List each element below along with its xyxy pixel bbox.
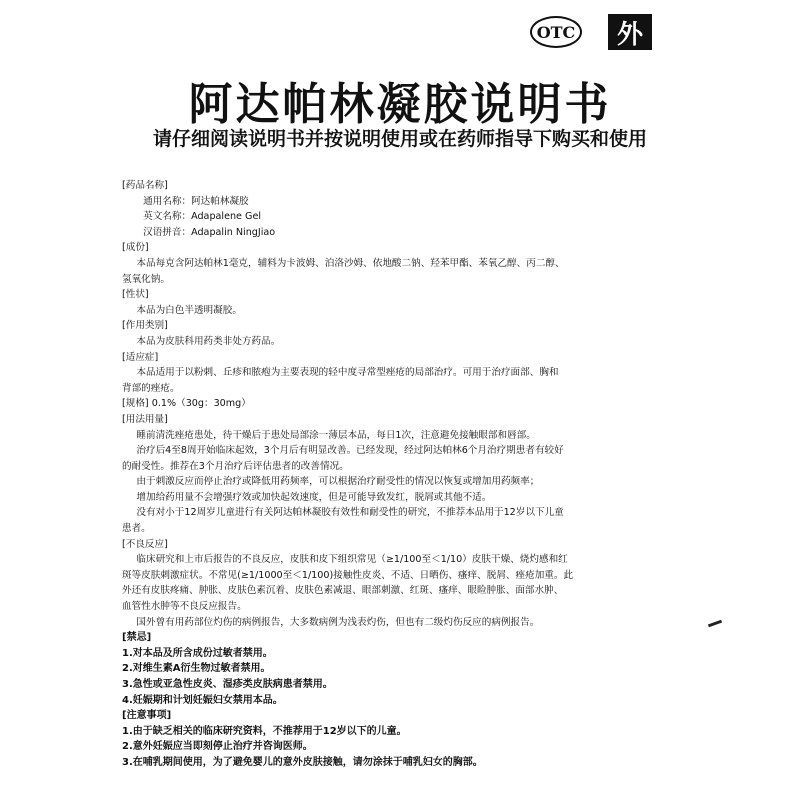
contraindication-item: 4.妊娠期和计划妊娠妇女禁用本品。 — [122, 694, 283, 706]
indications-line: 背部的痤疮。 — [122, 382, 180, 394]
section-heading-precautions: [注意事项] — [122, 710, 172, 722]
section-specification: [规格] 0.1%（30g：30mg） — [122, 398, 251, 410]
common-name: 通用名称：阿达帕林凝胶 — [143, 195, 249, 207]
adverse-line: 斑等皮肤刺激症状。不常见(≥1/1000至＜1/100)接触性皮炎、不适、日晒伤、瘙痒、脱屑、痤疮加重。此 — [122, 569, 574, 581]
section-heading-dosage: [用法用量] — [122, 413, 168, 425]
adverse-line: 国外曾有用药部位灼伤的病例报告，大多数病例为浅表灼伤，但也有二级灼伤反应的病例报告。 — [136, 616, 540, 628]
dosage-line: 患者。 — [122, 523, 151, 535]
precaution-item: 1.由于缺乏相关的临床研究资料，不推荐用于12岁以下的儿童。 — [122, 725, 407, 737]
leaflet-body — [122, 178, 687, 771]
precaution-item: 2.意外妊娠应当即刻停止治疗并咨询医师。 — [122, 741, 313, 753]
external-use-badge: 外 — [608, 14, 652, 50]
contraindication-item: 1.对本品及所含成份过敏者禁用。 — [122, 647, 273, 659]
section-heading-indications: [适应症] — [122, 351, 159, 363]
section-heading-name: [药品名称] — [122, 180, 168, 191]
adverse-line: 外还有皮肤疼痛、肿胀、皮肤色素沉着、皮肤色素减退、眼部刺激、红斑、瘙痒、眼睑肿胀、面部水肿、 — [122, 585, 564, 597]
dosage-line: 由于刺激反应而停止治疗或降低用药频率，可以根据治疗耐受性的情况以恢复或增加用药频率； — [136, 476, 540, 488]
dosage-line: 的耐受性。推荐在3个月治疗后评估患者的改善情况。 — [122, 460, 349, 472]
composition-line: 氢氧化钠。 — [122, 273, 170, 285]
section-heading-contraindications: [禁忌] — [122, 632, 152, 644]
adverse-line: 血管性水肿等不良反应报告。 — [122, 601, 247, 613]
section-heading-composition: [成份] — [122, 242, 149, 254]
adverse-line: 临床研究和上市后报告的不良反应，皮肤和皮下组织常见（≥1/100至＜1/10）皮肤干燥、烧灼感和红 — [136, 554, 568, 566]
scan-mark — [708, 620, 722, 628]
contraindication-item: 2.对维生素A衍生物过敏者禁用。 — [122, 663, 271, 675]
dosage-line: 睡前清洗痤疮患处，待干燥后于患处局部涂一薄层本品，每日1次，注意避免接触眼部和唇部。 — [136, 429, 536, 441]
contraindication-item: 3.急性或亚急性皮炎、湿疹类皮肤病患者禁用。 — [122, 679, 333, 690]
otc-badge: OTC — [530, 16, 582, 48]
dosage-line: 增加给药用量不会增强疗效或加快起效速度，但是可能导致发红，脱屑或其他不适。 — [136, 491, 492, 503]
document-title: 阿达帕林凝胶说明书 — [188, 79, 612, 130]
label-badges — [530, 14, 652, 50]
section-heading-category: [作用类别] — [122, 320, 168, 332]
dosage-line: 治疗后4至8周开始临床起效，3个月后有明显改善。已经发现，经过阿达帕林6个月治疗期患者有较好 — [136, 445, 564, 457]
precaution-item: 3.在哺乳期间使用，为了避免婴儿的意外皮肤接触，请勿涂抹于哺乳妇女的胸部。 — [122, 756, 483, 768]
english-name: 英文名称：Adapalene Gel — [143, 211, 262, 223]
document-subtitle: 请仔细阅读说明书并按说明使用或在药师指导下购买和使用 — [152, 128, 647, 150]
section-heading-adverse-reactions: [不良反应] — [122, 538, 168, 550]
dosage-line: 没有对小于12周岁儿童进行有关阿达帕林凝胶有效性和耐受性的研究，不推荐本品用于12岁以下儿童 — [136, 507, 564, 519]
indications-line: 本品适用于以粉刺、丘疹和脓疱为主要表现的轻中度寻常型痤疮的局部治疗。可用于治疗面部、胸和 — [136, 367, 559, 379]
composition-line: 本品每克含阿达帕林1毫克，辅料为卡波姆、泊洛沙姆、依地酸二钠、羟苯甲酯、苯氧乙醇、丙二醇、 — [136, 257, 565, 269]
category-line: 本品为皮肤科用药类非处方药品。 — [136, 335, 281, 347]
pinyin-name: 汉语拼音：Adapalin NingJiao — [143, 226, 276, 238]
section-heading-description: [性状] — [122, 289, 149, 301]
description-line: 本品为白色半透明凝胶。 — [136, 304, 242, 316]
